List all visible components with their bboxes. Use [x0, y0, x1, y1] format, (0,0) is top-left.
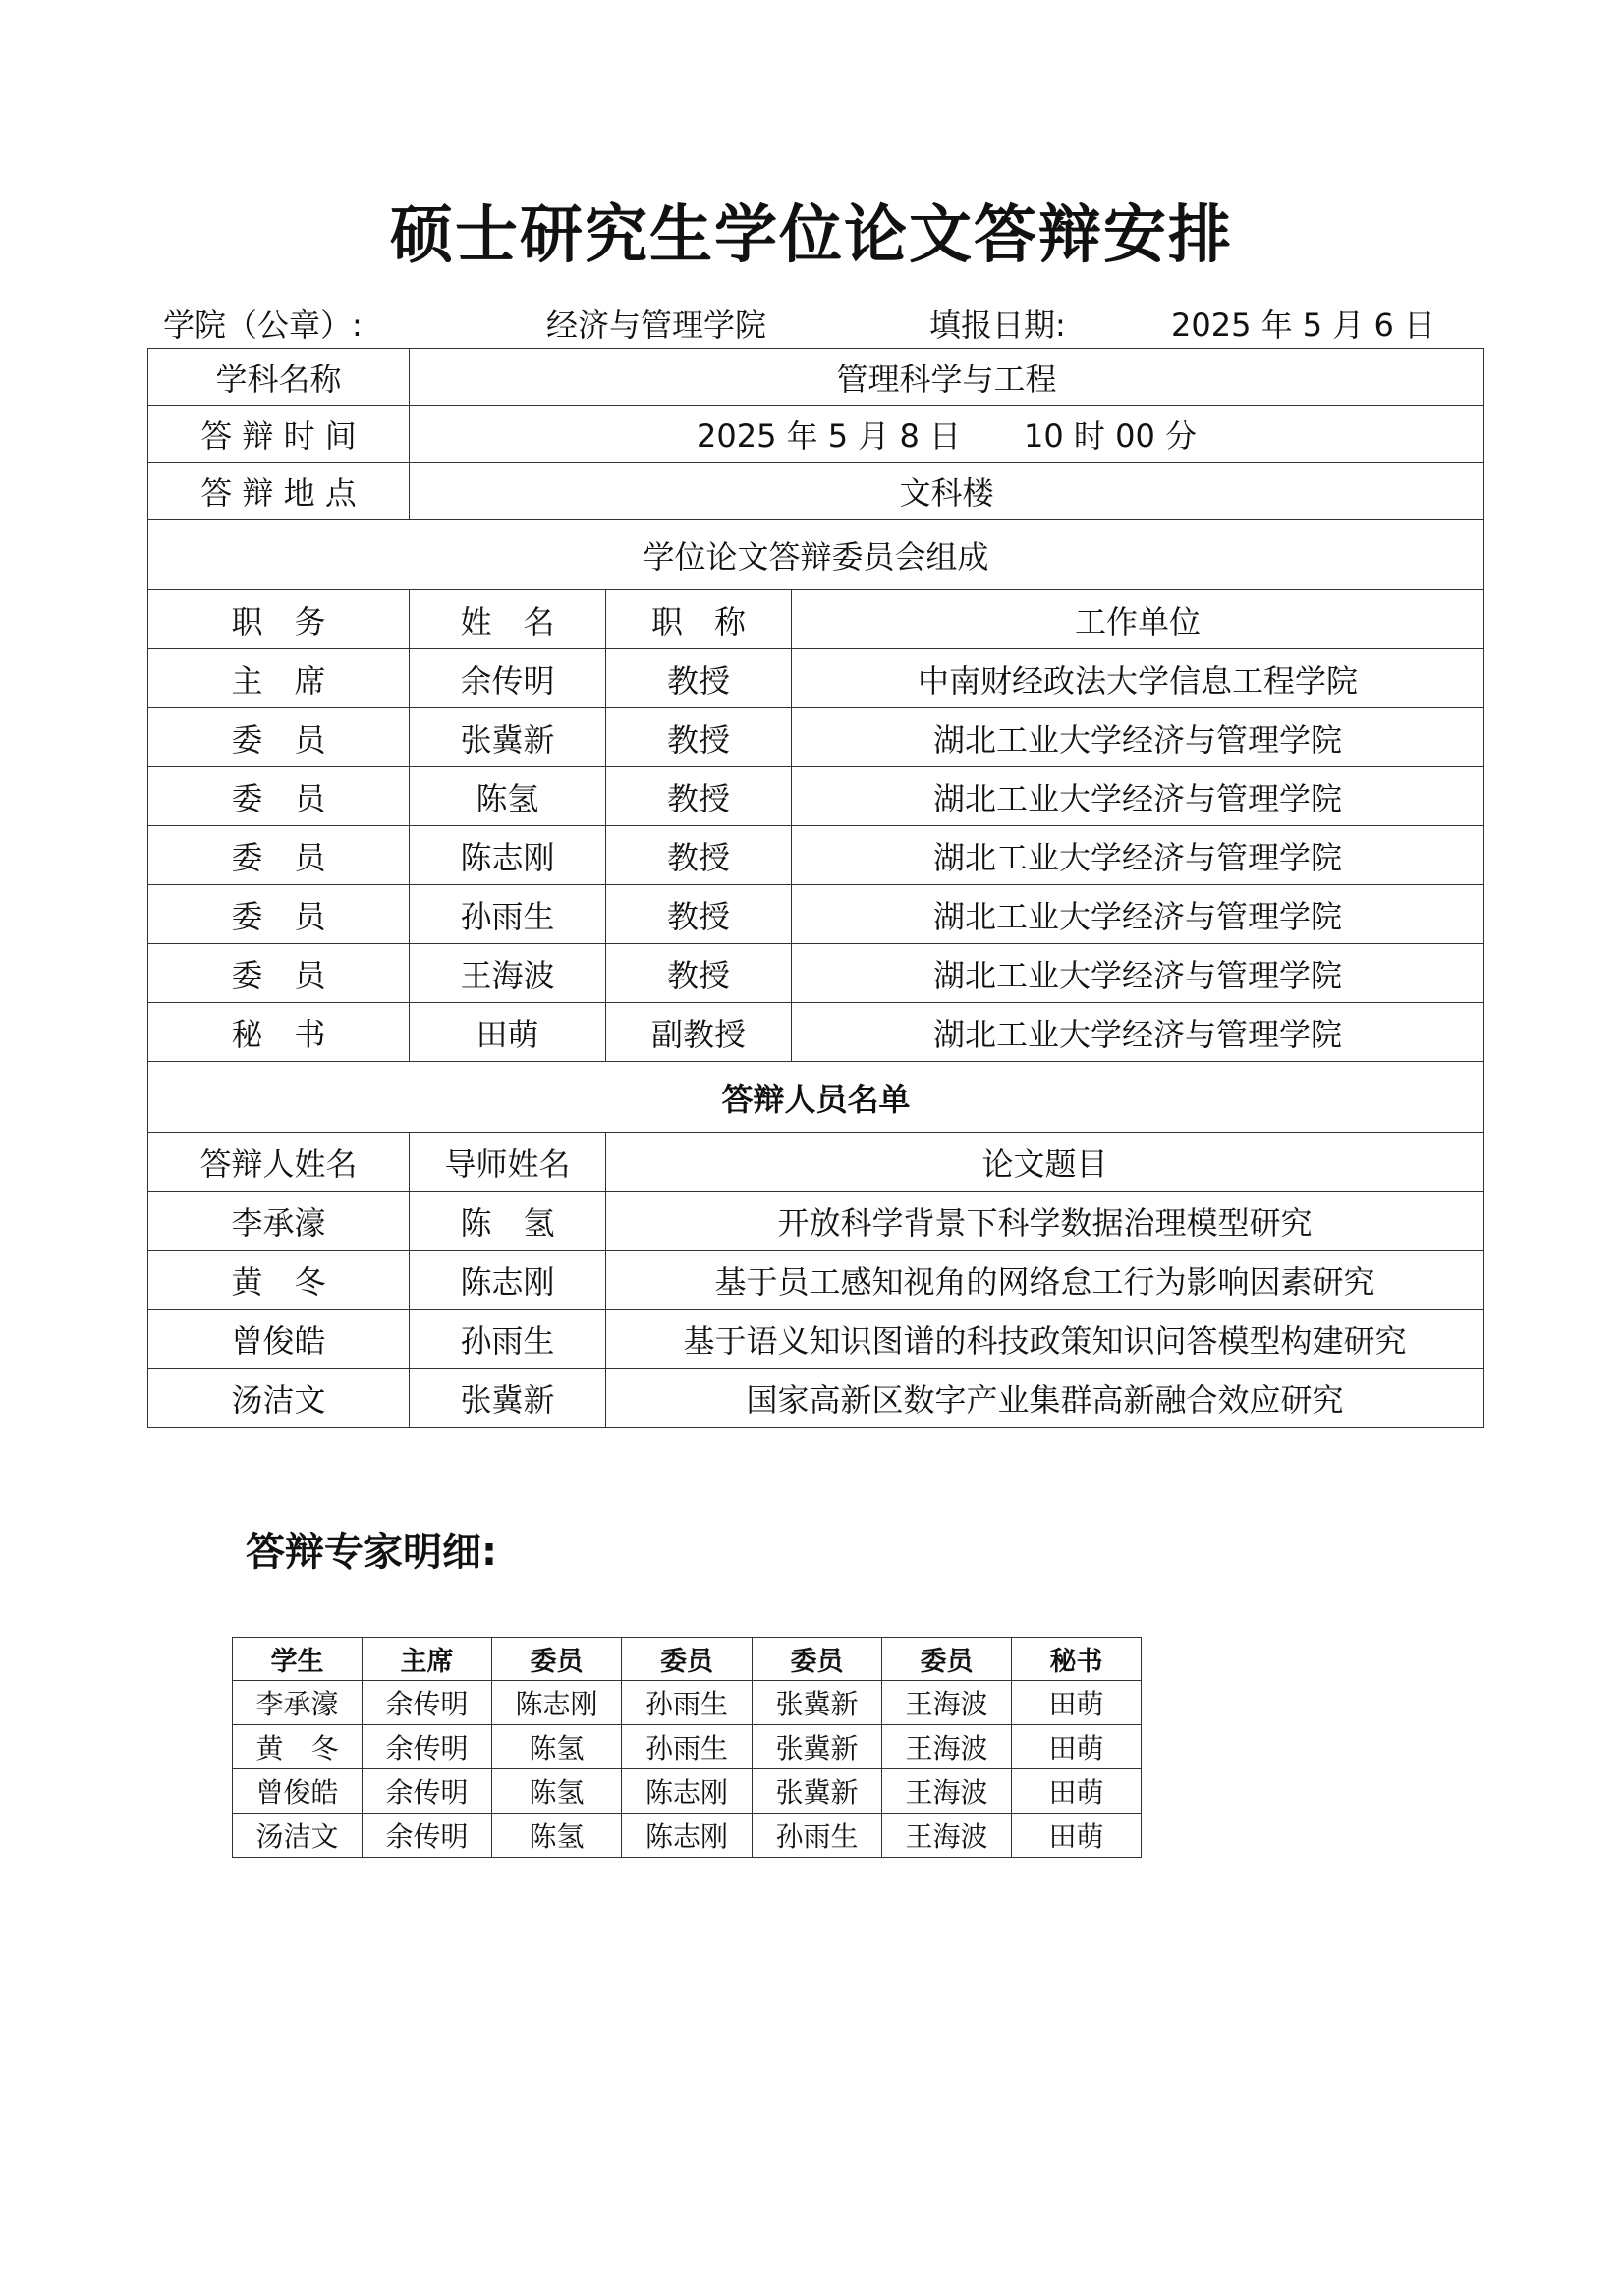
- expert-cell: 陈氢: [492, 1814, 622, 1858]
- committee-name: 孙雨生: [410, 885, 606, 944]
- expert-cell: 陈志刚: [622, 1769, 753, 1814]
- expert-cell: 田萌: [1012, 1681, 1142, 1725]
- column-header: 姓 名: [410, 590, 606, 649]
- committee-role: 主 席: [148, 649, 410, 708]
- candidate-name: 黄 冬: [148, 1251, 410, 1310]
- expert-cell: 王海波: [882, 1725, 1012, 1769]
- place-value: 文科楼: [410, 463, 1484, 520]
- committee-row: [148, 767, 1484, 826]
- committee-title: 教授: [606, 944, 792, 1003]
- subject-row: [148, 349, 1484, 406]
- subject-value: 管理科学与工程: [410, 349, 1484, 406]
- advisor-name: 陈志刚: [410, 1251, 606, 1310]
- column-header: 职 称: [606, 590, 792, 649]
- committee-role: 委 员: [148, 885, 410, 944]
- expert-cell: 孙雨生: [753, 1814, 882, 1858]
- committee-affiliation: 湖北工业大学经济与管理学院: [792, 885, 1484, 944]
- experts-table: [232, 1637, 1142, 1858]
- column-header: 论文题目: [606, 1133, 1484, 1192]
- subject-label: 学科名称: [148, 349, 410, 406]
- candidates-heading: 答辩人员名单: [148, 1062, 1484, 1133]
- committee-title: 教授: [606, 767, 792, 826]
- committee-role: 委 员: [148, 767, 410, 826]
- committee-title: 教授: [606, 885, 792, 944]
- column-header: 职 务: [148, 590, 410, 649]
- committee-heading: 学位论文答辩委员会组成: [148, 520, 1484, 590]
- expert-cell: 陈氢: [492, 1725, 622, 1769]
- candidate-row: [148, 1192, 1484, 1251]
- page-title: 硕士研究生学位论文答辩安排: [390, 199, 1233, 272]
- candidates-heading-row: [148, 1062, 1484, 1133]
- expert-cell: 王海波: [882, 1814, 1012, 1858]
- committee-affiliation: 中南财经政法大学信息工程学院: [792, 649, 1484, 708]
- advisor-name: 陈 氢: [410, 1192, 606, 1251]
- committee-title: 教授: [606, 649, 792, 708]
- column-header: 导师姓名: [410, 1133, 606, 1192]
- expert-cell: 李承濠: [233, 1681, 363, 1725]
- column-header: 答辩人姓名: [148, 1133, 410, 1192]
- date-value: 2025 年 5 月 6 日: [1171, 307, 1436, 344]
- candidates-header-row: [148, 1133, 1484, 1192]
- expert-row: [233, 1681, 1142, 1725]
- expert-cell: 陈志刚: [492, 1681, 622, 1725]
- thesis-title: 基于语义知识图谱的科技政策知识问答模型构建研究: [606, 1310, 1484, 1369]
- experts-header-row: [233, 1638, 1142, 1681]
- expert-cell: 黄 冬: [233, 1725, 363, 1769]
- date-label: 填报日期:: [929, 307, 1066, 344]
- defense-schedule-table: [147, 348, 1484, 1428]
- advisor-name: 孙雨生: [410, 1310, 606, 1369]
- thesis-title: 开放科学背景下科学数据治理模型研究: [606, 1192, 1484, 1251]
- expert-cell: 孙雨生: [622, 1725, 753, 1769]
- candidate-name: 曾俊皓: [148, 1310, 410, 1369]
- committee-row: [148, 1003, 1484, 1062]
- candidate-row: [148, 1251, 1484, 1310]
- committee-affiliation: 湖北工业大学经济与管理学院: [792, 708, 1484, 767]
- expert-cell: 田萌: [1012, 1769, 1142, 1814]
- expert-cell: 曾俊皓: [233, 1769, 363, 1814]
- committee-role: 委 员: [148, 826, 410, 885]
- committee-title: 教授: [606, 708, 792, 767]
- expert-cell: 张冀新: [753, 1725, 882, 1769]
- column-header: 秘书: [1012, 1638, 1142, 1681]
- expert-cell: 田萌: [1012, 1725, 1142, 1769]
- committee-name: 田萌: [410, 1003, 606, 1062]
- thesis-title: 国家高新区数字产业集群高新融合效应研究: [606, 1369, 1484, 1428]
- expert-row: [233, 1769, 1142, 1814]
- expert-cell: 陈志刚: [622, 1814, 753, 1858]
- expert-row: [233, 1814, 1142, 1858]
- committee-row: [148, 944, 1484, 1003]
- column-header: 主席: [363, 1638, 492, 1681]
- committee-name: 王海波: [410, 944, 606, 1003]
- experts-heading: 答辩专家明细:: [246, 1530, 497, 1575]
- time-label: 答 辩 时 间: [148, 406, 410, 463]
- column-header: 委员: [753, 1638, 882, 1681]
- committee-role: 委 员: [148, 944, 410, 1003]
- candidate-row: [148, 1369, 1484, 1428]
- expert-row: [233, 1725, 1142, 1769]
- expert-cell: 张冀新: [753, 1681, 882, 1725]
- thesis-title: 基于员工感知视角的网络怠工行为影响因素研究: [606, 1251, 1484, 1310]
- committee-row: [148, 885, 1484, 944]
- expert-cell: 余传明: [363, 1681, 492, 1725]
- column-header: 委员: [622, 1638, 753, 1681]
- column-header: 委员: [492, 1638, 622, 1681]
- time-row: [148, 406, 1484, 463]
- committee-name: 余传明: [410, 649, 606, 708]
- column-header: 工作单位: [792, 590, 1484, 649]
- committee-row: [148, 826, 1484, 885]
- candidate-row: [148, 1310, 1484, 1369]
- expert-cell: 王海波: [882, 1681, 1012, 1725]
- committee-affiliation: 湖北工业大学经济与管理学院: [792, 826, 1484, 885]
- committee-name: 张冀新: [410, 708, 606, 767]
- expert-cell: 王海波: [882, 1769, 1012, 1814]
- committee-heading-row: [148, 520, 1484, 590]
- column-header: 委员: [882, 1638, 1012, 1681]
- committee-header-row: [148, 590, 1484, 649]
- place-row: [148, 463, 1484, 520]
- committee-affiliation: 湖北工业大学经济与管理学院: [792, 767, 1484, 826]
- expert-cell: 张冀新: [753, 1769, 882, 1814]
- expert-cell: 汤洁文: [233, 1814, 363, 1858]
- committee-row: [148, 708, 1484, 767]
- time-value: 2025 年 5 月 8 日 10 时 00 分: [410, 406, 1484, 463]
- expert-cell: 田萌: [1012, 1814, 1142, 1858]
- committee-affiliation: 湖北工业大学经济与管理学院: [792, 1003, 1484, 1062]
- expert-cell: 余传明: [363, 1814, 492, 1858]
- committee-title: 教授: [606, 826, 792, 885]
- committee-name: 陈氢: [410, 767, 606, 826]
- committee-role: 秘 书: [148, 1003, 410, 1062]
- expert-cell: 孙雨生: [622, 1681, 753, 1725]
- committee-affiliation: 湖北工业大学经济与管理学院: [792, 944, 1484, 1003]
- candidate-name: 汤洁文: [148, 1369, 410, 1428]
- college-value: 经济与管理学院: [546, 307, 767, 344]
- expert-cell: 陈氢: [492, 1769, 622, 1814]
- expert-cell: 余传明: [363, 1769, 492, 1814]
- candidate-name: 李承濠: [148, 1192, 410, 1251]
- committee-name: 陈志刚: [410, 826, 606, 885]
- committee-role: 委 员: [148, 708, 410, 767]
- committee-row: [148, 649, 1484, 708]
- column-header: 学生: [233, 1638, 363, 1681]
- expert-cell: 余传明: [363, 1725, 492, 1769]
- place-label: 答 辩 地 点: [148, 463, 410, 520]
- committee-title: 副教授: [606, 1003, 792, 1062]
- college-label: 学院（公章）:: [163, 307, 363, 344]
- advisor-name: 张冀新: [410, 1369, 606, 1428]
